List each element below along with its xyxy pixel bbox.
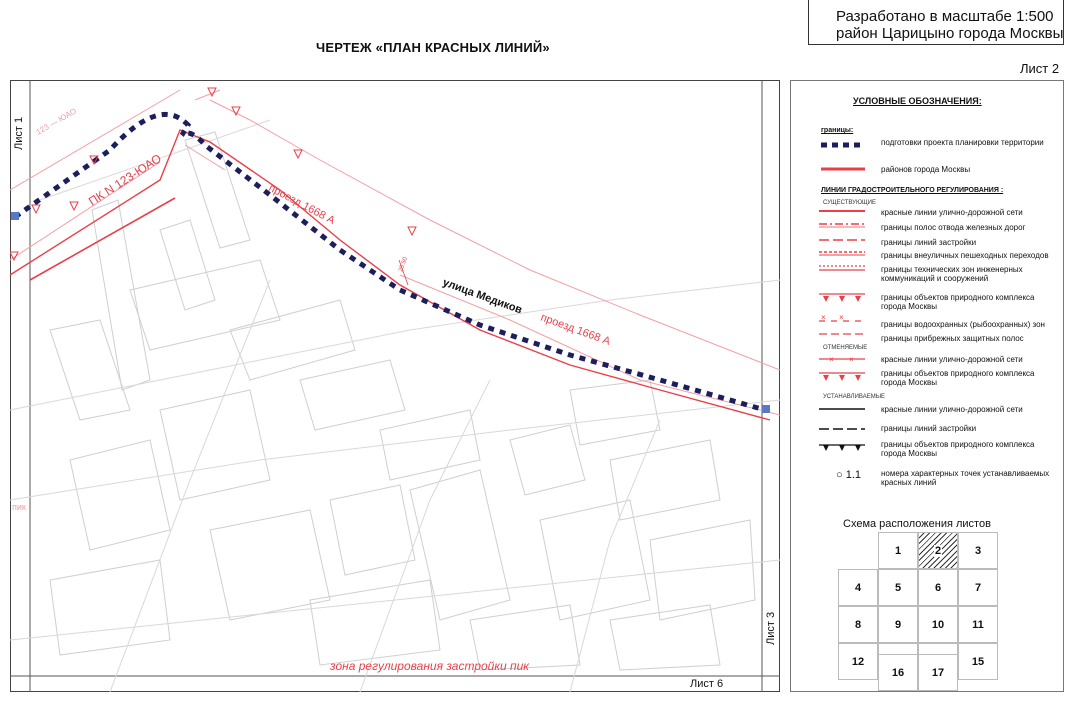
legend-existing-6: границы водоохранных (рыбоохранных) зон [881, 320, 1045, 329]
left-edge-label: пик [12, 502, 26, 512]
legend-cancelled-label: ОТМЕНЯЕМЫЕ [823, 345, 868, 351]
scheme-cell-7[interactable]: 7 [958, 569, 998, 606]
scheme-cell-12[interactable]: 12 [838, 643, 878, 680]
legend-established-label: УСТАНАВЛИВАЕМЫЕ [823, 394, 886, 400]
sheet-label-left: Лист 1 [13, 116, 25, 150]
scheme-cell-8[interactable]: 8 [838, 606, 878, 643]
sheet-label-bottom: Лист 6 [690, 678, 724, 690]
top-small-label: 123 — ЮАО [34, 106, 78, 137]
scheme-cell-9[interactable]: 9 [878, 606, 918, 643]
legend-lines-heading: ЛИНИИ ГРАДОСТРОИТЕЛЬНОГО РЕГУЛИРОВАНИЯ : [821, 187, 1004, 194]
legend-established-1: границы линий застройки [881, 424, 977, 433]
scheme-cell-10[interactable]: 10 [918, 606, 958, 643]
scheme-cell-6[interactable]: 6 [918, 569, 958, 606]
boundary-end-west [11, 212, 19, 220]
legend-point-text: номера характерных точек устанавливаемых красных линий [881, 469, 1050, 487]
legend-item-boundary-1: районов города Москвы [881, 165, 971, 174]
driveway-label-2: проезд 1668 А [538, 311, 612, 348]
legend-item-boundary-0: подготовки проекта планировки территории [881, 138, 1044, 147]
map-canvas[interactable] [10, 80, 780, 692]
scheme-cell-11[interactable]: 11 [958, 606, 998, 643]
sheet-number: Лист 2 [1020, 61, 1060, 76]
legend-established-2: границы объектов природного комплекса города Москвы [881, 440, 1035, 458]
scheme-title: Схема расположения листов [843, 518, 991, 530]
project-boundary [15, 114, 765, 410]
width-label: 25.50 [398, 256, 410, 273]
svg-text:×: × [849, 355, 854, 364]
legend-existing-0: красные линии улично-дорожной сети [881, 208, 1023, 217]
drawing-title: ЧЕРТЕЖ «ПЛАН КРАСНЫХ ЛИНИЙ» [316, 40, 550, 55]
scale-text: Разработано в масштабе 1:500 [836, 8, 1054, 25]
legend-established-0: красные линии улично-дорожной сети [881, 405, 1023, 414]
boundary-end-east [762, 405, 770, 413]
street-name: улица Медиков [440, 276, 524, 317]
pk-label: ПК N 123-ЮАО [86, 151, 164, 209]
driveway-label-1: проезд 1668 А [266, 182, 337, 228]
scheme-cell-17[interactable]: 17 [918, 654, 958, 691]
red-line-west [30, 198, 175, 280]
legend-cancelled-0: красные линии улично-дорожной сети [881, 355, 1023, 364]
svg-text:×: × [829, 355, 834, 364]
legend-existing-symbols [819, 206, 867, 341]
scheme-cell-5[interactable]: 5 [878, 569, 918, 606]
legend-established-symbols [819, 403, 867, 453]
legend-boundary-symbols [821, 139, 865, 179]
legend-existing-5: границы объектов природного комплекса города Москвы [881, 293, 1035, 311]
legend-cancelled-1: границы объектов природного комплекса города Москвы [881, 369, 1035, 387]
scheme-cell-4[interactable]: 4 [838, 569, 878, 606]
scheme-cell-16[interactable]: 16 [878, 654, 918, 691]
legend-title: УСЛОВНЫЕ ОБОЗНАЧЕНИЯ: [853, 96, 982, 106]
legend-cancelled-symbols [819, 353, 867, 383]
legend-existing-7: границы прибрежных защитных полос [881, 334, 1024, 343]
scheme-cell-15[interactable]: 15 [958, 643, 998, 680]
sheet-label-right: Лист 3 [765, 611, 777, 645]
legend-existing-1: границы полос отвода железных дорог [881, 223, 1026, 232]
svg-text:×: × [821, 313, 826, 322]
legend-existing-4: границы технических зон инженерных коммуникаций и сооружений [881, 265, 1023, 283]
district-text: район Царицыно города Москвы [836, 25, 1064, 42]
legend-point-marker: ○ 1.1 [836, 469, 861, 481]
scheme-cell-2-active[interactable]: 2 [918, 532, 958, 569]
zone-label: зона регулирования застройки пик [330, 659, 529, 673]
svg-text:×: × [839, 313, 844, 322]
legend-boundaries-heading: границы: [821, 127, 854, 134]
scheme-cell-1[interactable]: 1 [878, 532, 918, 569]
legend-existing-2: границы линий застройки [881, 238, 977, 247]
legend-existing-3: границы внеуличных пешеходных переходов [881, 251, 1049, 260]
background-buildings [50, 132, 755, 670]
legend-existing-label: СУЩЕСТВУЮЩИЕ [823, 200, 876, 206]
background-road-outlines [10, 120, 780, 692]
scheme-cell-3[interactable]: 3 [958, 532, 998, 569]
driveway-edges [10, 90, 780, 415]
legend-panel [790, 80, 1064, 692]
